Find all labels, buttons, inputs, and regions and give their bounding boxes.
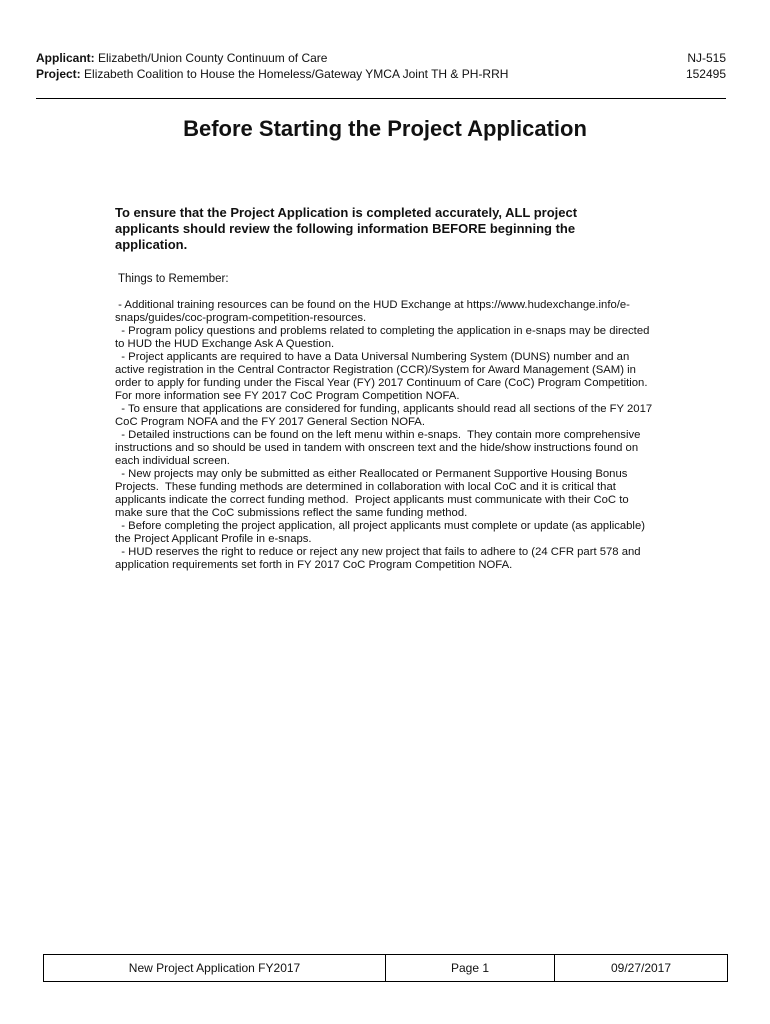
page-footer <box>43 954 728 982</box>
list-item: - Project applicants are required to have a Data Universal Numbering System (DUNS) number and an active registration in the Central Contractor Registration (CCR)/System for Award Management (SAM) in order to apply for funding under the Fiscal Year (FY) 2017 Continuum of Care (CoC) Program Competition. For more information see FY 2017 CoC Program Competition NOFA. <box>115 351 654 402</box>
project-value: Elizabeth Coalition to House the Homeless/Gateway YMCA Joint TH & PH-RRH <box>84 67 509 81</box>
list-item: - To ensure that applications are considered for funding, applicants should read all sections of the FY 2017 CoC Program NOFA and the FY 2017 General Section NOFA. <box>115 403 656 428</box>
project-label: Project: <box>36 67 81 81</box>
header-right <box>686 50 726 82</box>
applicant-value: Elizabeth/Union County Continuum of Care <box>98 51 328 65</box>
page-title: Before Starting the Project Application <box>183 116 587 141</box>
list-item: - Before completing the project application, all project applicants must complete or update (as applicable) the Project Applicant Profile in e-snaps. <box>115 520 649 545</box>
footer-form-name: New Project Application FY2017 <box>44 955 386 981</box>
project-number: 152495 <box>685 67 726 81</box>
header-divider <box>36 98 726 99</box>
coc-number: NJ-515 <box>687 51 726 65</box>
applicant-label: Applicant: <box>36 51 95 65</box>
header-left <box>36 50 536 82</box>
instructions-list <box>115 299 655 572</box>
list-item: - Additional training resources can be found on the HUD Exchange at https://www.hudexchange.info/e-snaps/guides/coc-program-competition-resources. <box>115 299 630 324</box>
list-item: - New projects may only be submitted as either Reallocated or Permanent Supportive Housing Bonus Projects. These funding methods are determined in collaboration with local CoC and it is critical that applicants indicate the correct funding method. Project applicants must communicate with their CoC to make sure that the CoC submissions reflect the same funding method. <box>115 468 632 519</box>
applicant-line <box>36 50 536 66</box>
lead-paragraph: To ensure that the Project Application is completed accurately, ALL project applicants should review the following information BEFORE beginning the application. <box>115 205 578 252</box>
project-line <box>36 66 536 82</box>
footer-page-number: Page 1 <box>386 955 555 981</box>
list-item: - HUD reserves the right to reduce or reject any new project that fails to adhere to (24 CFR part 578 and application requirements set forth in FY 2017 CoC Program Competition NOFA. <box>115 546 644 571</box>
list-item: - Program policy questions and problems related to completing the application in e-snaps may be directed to HUD the HUD Exchange Ask A Question. <box>115 325 653 350</box>
list-item: - Detailed instructions can be found on the left menu within e-snaps. They contain more comprehensive instructions and so should be used in tandem with onscreen text and the hide/show instructions found on each individual screen. <box>115 429 644 467</box>
things-to-remember-label: Things to Remember: <box>118 273 229 285</box>
footer-date: 09/27/2017 <box>610 961 672 975</box>
